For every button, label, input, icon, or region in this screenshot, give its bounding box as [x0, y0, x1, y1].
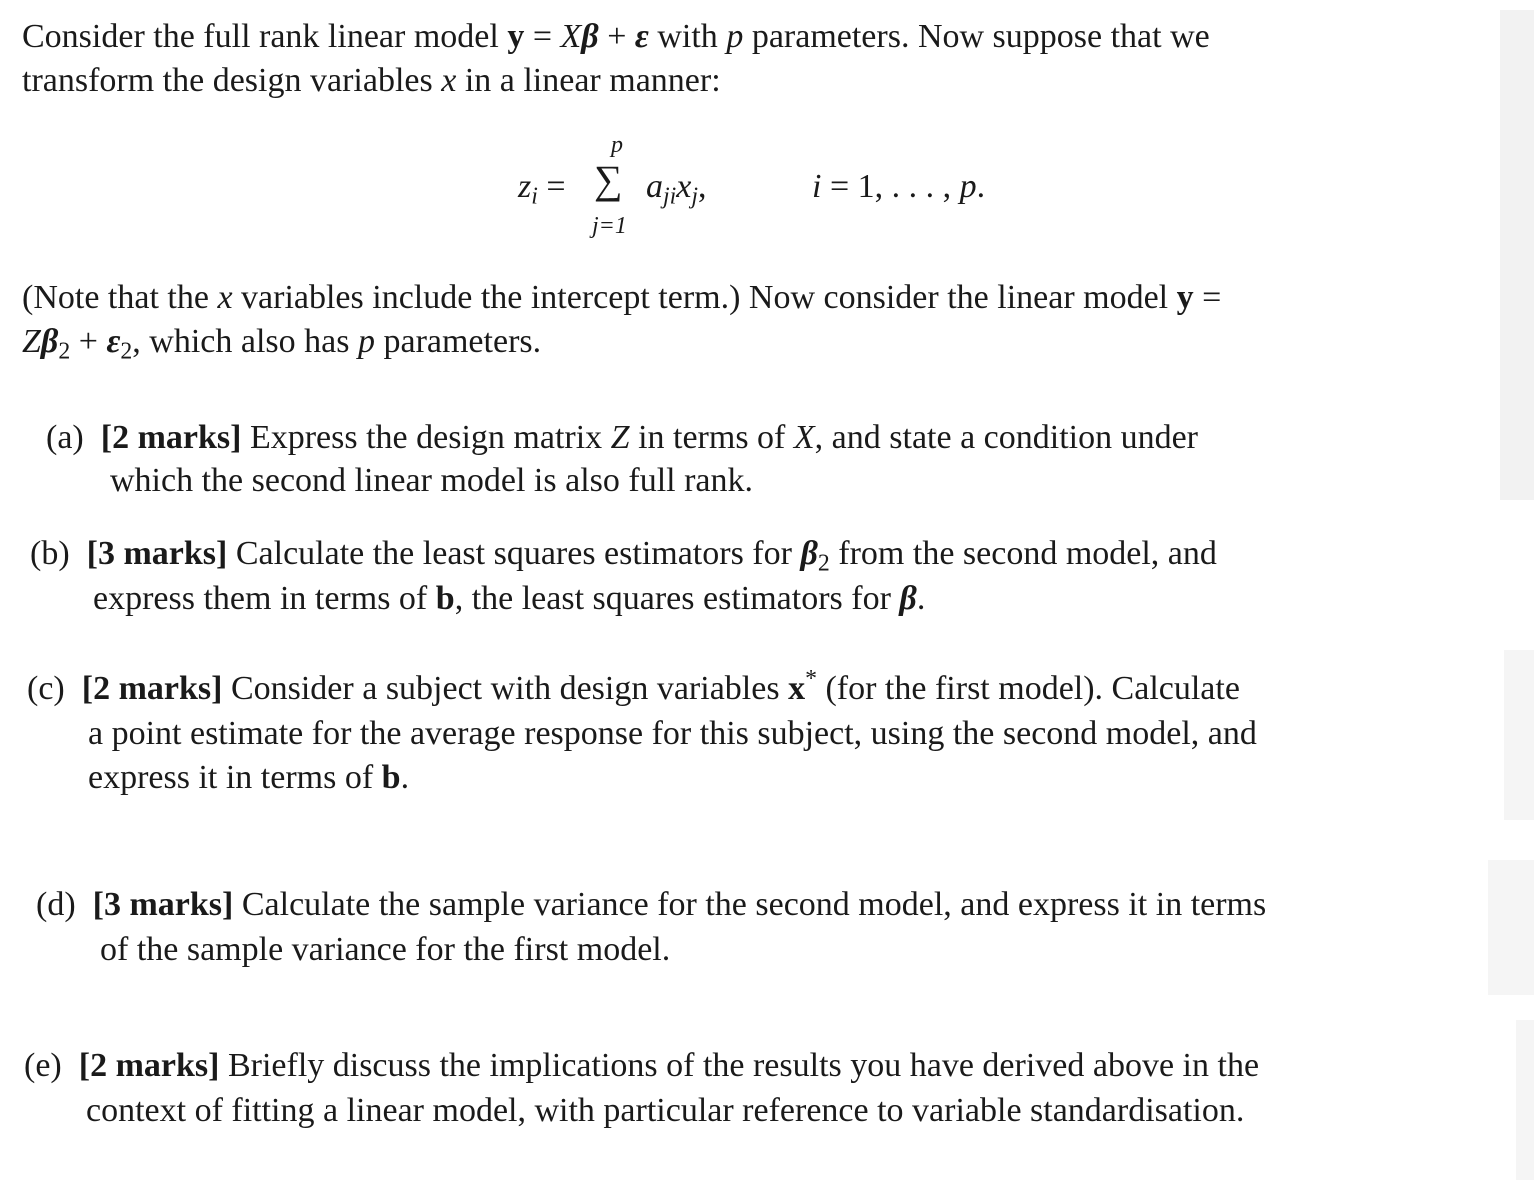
sum-upper-limit: p	[611, 132, 623, 158]
scan-edge-strip	[1488, 860, 1534, 995]
part-c-line-2: a point estimate for the average response for this subject, using the second model, and	[88, 715, 1257, 752]
note-line-2: $Z\beta_2 + \varepsilon_2$, which also has p parameters.	[22, 323, 542, 365]
part-a-line-2: which the second linear model is also full rank.	[110, 462, 753, 499]
equation-term: $a_{ji}x_j$,	[646, 168, 707, 210]
part-c-marks: [2 marks]	[81, 670, 223, 707]
part-e-line-2: context of fitting a linear model, with particular reference to variable standardisation.	[86, 1092, 1245, 1129]
scan-edge-strip	[1500, 10, 1534, 500]
part-c-label: (c)	[27, 670, 65, 707]
part-a-line-1: (a) [2 marks] Express the design matrix Z in terms of X, and state a condition under	[46, 419, 1199, 456]
part-e-line-1: (e) [2 marks] Briefly discuss the implications of the results you have derived above in the	[24, 1047, 1260, 1084]
note-line-1: (Note that the x variables include the intercept term.) Now consider the linear model y =	[22, 279, 1222, 316]
part-a-marks: [2 marks]	[100, 419, 242, 456]
part-d-label: (d)	[36, 886, 76, 923]
intro-line-2: transform the design variables x in a linear manner:	[22, 62, 721, 99]
part-c-line-1: (c) [2 marks] Consider a subject with design variables x* (for the first model). Calculate	[27, 665, 1240, 707]
scan-edge-strip	[1516, 1020, 1534, 1180]
part-b-line-2: express them in terms of b, the least squares estimators for β.	[93, 580, 926, 617]
y-vector: y	[507, 18, 525, 55]
part-d-marks: [3 marks]	[92, 886, 234, 923]
part-b-label: (b)	[30, 535, 70, 572]
part-d-line-2: of the sample variance for the first model.	[100, 931, 671, 968]
part-b-marks: [3 marks]	[86, 535, 228, 572]
part-b-line-1: (b) [3 marks] Calculate the least squares estimators for $\beta_2$ from the second model, and	[30, 535, 1217, 577]
intro-line-1: Consider the full rank linear model y = Xβ + ε with p parameters. Now suppose that we	[22, 18, 1210, 55]
part-e-marks: [2 marks]	[78, 1047, 220, 1084]
part-c-line-3: express it in terms of b.	[88, 759, 410, 796]
equation-range: i = 1, . . . , p.	[812, 168, 986, 205]
part-d-line-1: (d) [3 marks] Calculate the sample variance for the second model, and express it in terms	[36, 886, 1267, 923]
part-e-label: (e)	[24, 1047, 62, 1084]
part-a-label: (a)	[46, 419, 84, 456]
equation-lhs: $z_i$ =	[518, 168, 566, 210]
scan-edge-strip	[1504, 650, 1534, 820]
sum-lower-limit: j=1	[592, 213, 627, 239]
sum-symbol: ∑	[594, 157, 623, 202]
